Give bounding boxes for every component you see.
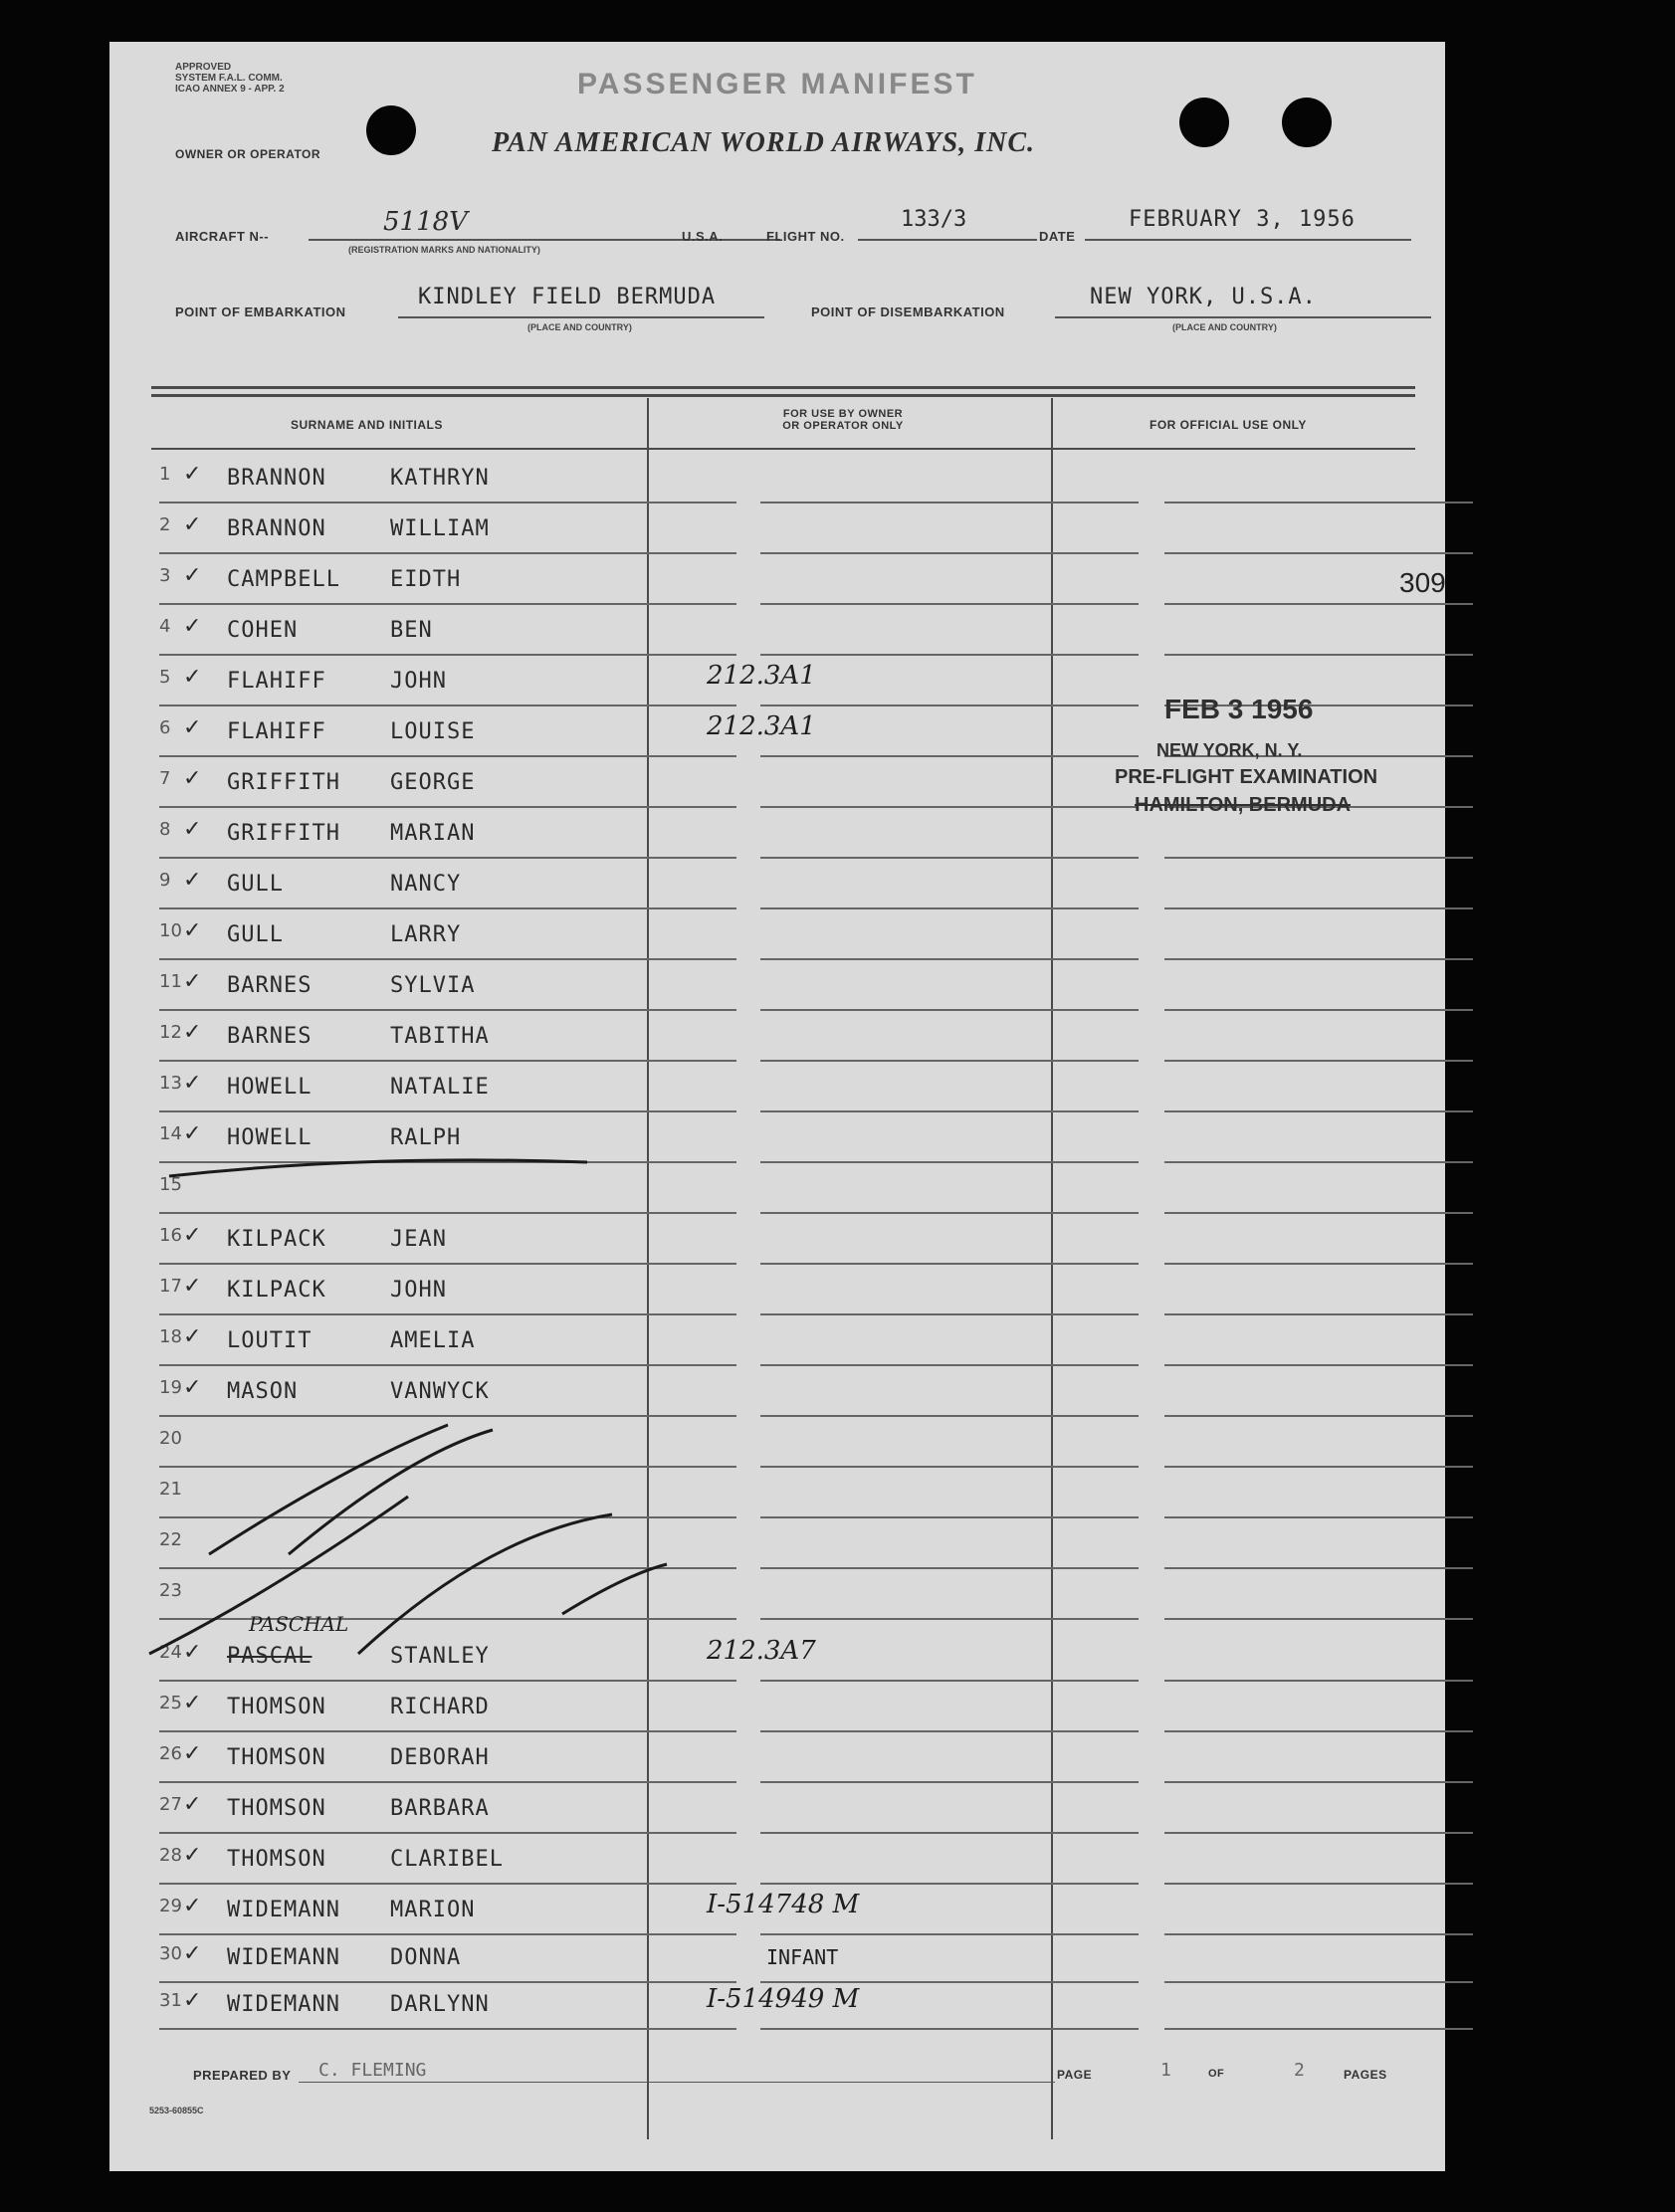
passenger-row: 1 ✓ BRANNON KATHRYN [159,456,1393,505]
passenger-row: 14 ✓ HOWELL RALPH [159,1115,1393,1165]
given-name: MARION [390,1898,476,1922]
surname: BARNES [227,973,313,998]
stamp-line: HAMILTON, BERMUDA [1135,794,1352,816]
handwritten-strokes [109,42,1445,2171]
check-mark: ✓ [183,1375,202,1400]
passenger-row: 10 ✓ GULL LARRY [159,912,1393,962]
check-mark: ✓ [183,563,202,588]
passenger-row: 18 ✓ LOUTIT AMELIA [159,1318,1393,1368]
passenger-row: 26 ✓ THOMSON DEBORAH [159,1735,1393,1785]
page-value: 1 [1160,2060,1171,2081]
page-number: 309 [1399,567,1446,598]
disembark-label: POINT OF DISEMBARKATION [811,304,1005,319]
surname: THOMSON [227,1796,326,1821]
passenger-row: 4 ✓ COHEN BEN [159,608,1393,658]
given-name: MARIAN [390,821,476,846]
surname: WIDEMANN [227,1898,340,1922]
surname-correction: PASCHAL [249,1612,349,1636]
surname: BRANNON [227,516,326,541]
surname: MASON [227,1379,299,1404]
check-mark: ✓ [183,1894,202,1918]
surname: FLAHIFF [227,669,326,694]
col-owner-header: FOR USE BY OWNER OR OPERATOR ONLY [782,408,904,432]
given-name: BARBARA [390,1796,490,1821]
owner-note: I-514949 M [707,1984,860,2014]
check-mark: ✓ [183,1988,202,2013]
of-value: 2 [1294,2060,1305,2081]
passenger-row: 11 ✓ BARNES SYLVIA [159,963,1393,1013]
passenger-row: 17 ✓ KILPACK JOHN [159,1268,1393,1317]
passenger-row: 8 ✓ GRIFFITH MARIAN [159,811,1393,861]
check-mark: ✓ [183,817,202,842]
check-mark: ✓ [183,1274,202,1299]
owner-note: 212.3A7 [707,1636,816,1666]
surname: FLAHIFF [227,719,326,744]
surname: KILPACK [227,1227,326,1252]
surname: WIDEMANN [227,1992,340,2017]
strike-line [562,1564,667,1614]
given-name: STANLEY [390,1644,490,1669]
given-name: AMELIA [390,1328,476,1353]
strike-line [209,1425,448,1554]
surname: GRIFFITH [227,770,340,795]
aircraft-label: AIRCRAFT N-- [175,229,270,244]
given-name: RALPH [390,1125,462,1150]
given-name: RICHARD [390,1695,490,1719]
form-title: PASSENGER MANIFEST [577,68,977,101]
surname: THOMSON [227,1745,326,1770]
surname: LOUTIT [227,1328,313,1353]
owner-note: 212.3A1 [707,661,816,691]
passenger-row: 31 ✓ WIDEMANN DARLYNN I-514949 M [159,1982,1393,2032]
surname: BRANNON [227,466,326,491]
passenger-row: 12 ✓ BARNES TABITHA [159,1014,1393,1064]
owner-note: INFANT [766,1945,839,1969]
check-mark: ✓ [183,1741,202,1766]
given-name: DEBORAH [390,1745,490,1770]
passenger-row: 28 ✓ THOMSON CLARIBEL [159,1837,1393,1887]
page-label: PAGE [1057,2068,1093,2082]
check-mark: ✓ [183,1121,202,1146]
given-name: KATHRYN [390,466,490,491]
strike-line [358,1514,612,1654]
check-mark: ✓ [183,1941,202,1966]
owner-note: 212.3A1 [707,711,816,741]
passenger-row: 29 ✓ WIDEMANN MARION I-514748 M [159,1888,1393,1937]
given-name: BEN [390,618,433,643]
given-name: NATALIE [390,1075,490,1100]
check-mark: ✓ [183,665,202,690]
given-name: JOHN [390,1278,447,1303]
disembark-sublabel: (PLACE AND COUNTRY) [1172,322,1277,332]
given-name: WILLIAM [390,516,490,541]
check-mark: ✓ [183,1843,202,1868]
flight-date: FEBRUARY 3, 1956 [1129,207,1356,232]
aircraft-number: 5118V [383,207,468,237]
stamp-date: FEB 3 1956 [1164,694,1314,724]
passenger-row: 15 [159,1166,1393,1216]
check-mark: ✓ [183,462,202,487]
given-name: JOHN [390,669,447,694]
col-surname-header: SURNAME AND INITIALS [291,418,443,432]
form-code: 5253-60855C [149,2106,204,2115]
stamp-line: NEW YORK, N. Y. [1156,740,1303,760]
given-name: NANCY [390,872,462,897]
surname: KILPACK [227,1278,326,1303]
pages-label: PAGES [1344,2068,1387,2082]
flight-number: 133/3 [901,207,967,232]
embark-place: KINDLEY FIELD BERMUDA [418,285,717,309]
check-mark: ✓ [183,918,202,943]
surname: WIDEMANN [227,1945,340,1970]
given-name: EIDTH [390,567,462,592]
prepared-by: C. FLEMING [318,2060,427,2081]
passenger-row: 16 ✓ KILPACK JEAN [159,1217,1393,1267]
surname: GULL [227,922,284,947]
check-mark: ✓ [183,1071,202,1096]
check-mark: ✓ [183,868,202,893]
prepared-label: PREPARED BY [193,2068,292,2083]
passenger-row: 13 ✓ HOWELL NATALIE [159,1065,1393,1114]
approval-note: APPROVED SYSTEM F.A.L. COMM. ICAO ANNEX 9 - APP. 2 [175,62,285,95]
check-mark: ✓ [183,1223,202,1248]
passenger-row: 3 ✓ CAMPBELL EIDTH [159,557,1393,607]
passenger-row: 7 ✓ GRIFFITH GEORGE [159,760,1393,810]
manifest-page [109,42,1445,2171]
disembark-place: NEW YORK, U.S.A. [1090,285,1317,309]
stamp-line: PRE-FLIGHT EXAMINATION [1115,766,1378,788]
passenger-row: 22 [159,1521,1393,1571]
passenger-row: 21 [159,1471,1393,1520]
strike-line [149,1497,408,1654]
owner-label: OWNER OR OPERATOR [175,147,321,161]
owner-note: I-514748 M [707,1890,860,1919]
check-mark: ✓ [183,1640,202,1665]
passenger-row: 27 ✓ THOMSON BARBARA [159,1786,1393,1836]
embark-label: POINT OF EMBARKATION [175,304,346,319]
passenger-row: 5 ✓ FLAHIFF JOHN 212.3A1 [159,659,1393,708]
strike-line [169,1160,587,1176]
date-label: DATE [1039,229,1076,244]
passenger-row: 6 ✓ FLAHIFF LOUISE 212.3A1 [159,709,1393,759]
surname: COHEN [227,618,299,643]
passenger-row: 2 ✓ BRANNON WILLIAM [159,506,1393,556]
check-mark: ✓ [183,1691,202,1715]
of-label: OF [1208,2068,1225,2080]
flight-label: FLIGHT NO. [766,229,845,244]
passenger-row: 9 ✓ GULL NANCY [159,862,1393,911]
embark-sublabel: (PLACE AND COUNTRY) [527,322,632,332]
surname: HOWELL [227,1125,313,1150]
check-mark: ✓ [183,766,202,791]
usa-label: U.S.A. [682,229,724,244]
strike-line [289,1430,493,1554]
passenger-row: 25 ✓ THOMSON RICHARD [159,1685,1393,1734]
given-name: SYLVIA [390,973,476,998]
given-name: CLARIBEL [390,1847,504,1872]
check-mark: ✓ [183,715,202,740]
surname: PASCAL [227,1644,313,1669]
surname: CAMPBELL [227,567,340,592]
surname: GULL [227,872,284,897]
passenger-row: 20 [159,1420,1393,1470]
check-mark: ✓ [183,969,202,994]
airline-name: PAN AMERICAN WORLD AIRWAYS, INC. [492,127,1036,158]
check-mark: ✓ [183,614,202,639]
passenger-row: 19 ✓ MASON VANWYCK [159,1369,1393,1419]
given-name: GEORGE [390,770,476,795]
passenger-row: 23 [159,1572,1393,1622]
check-mark: ✓ [183,1020,202,1045]
surname: THOMSON [227,1847,326,1872]
aircraft-sublabel: (REGISTRATION MARKS AND NATIONALITY) [348,245,540,255]
surname: HOWELL [227,1075,313,1100]
given-name: TABITHA [390,1024,490,1049]
check-mark: ✓ [183,1324,202,1349]
surname: GRIFFITH [227,821,340,846]
passenger-row: 30 ✓ WIDEMANN DONNA INFANT [159,1935,1393,1985]
surname: BARNES [227,1024,313,1049]
given-name: DARLYNN [390,1992,490,2017]
check-mark: ✓ [183,1792,202,1817]
col-official-header: FOR OFFICIAL USE ONLY [1150,418,1307,432]
surname: THOMSON [227,1695,326,1719]
given-name: VANWYCK [390,1379,490,1404]
given-name: LARRY [390,922,462,947]
given-name: JEAN [390,1227,447,1252]
given-name: DONNA [390,1945,462,1970]
passenger-row: 24 ✓ PASCAL STANLEY 212.3A7 [159,1634,1393,1684]
given-name: LOUISE [390,719,476,744]
check-mark: ✓ [183,512,202,537]
